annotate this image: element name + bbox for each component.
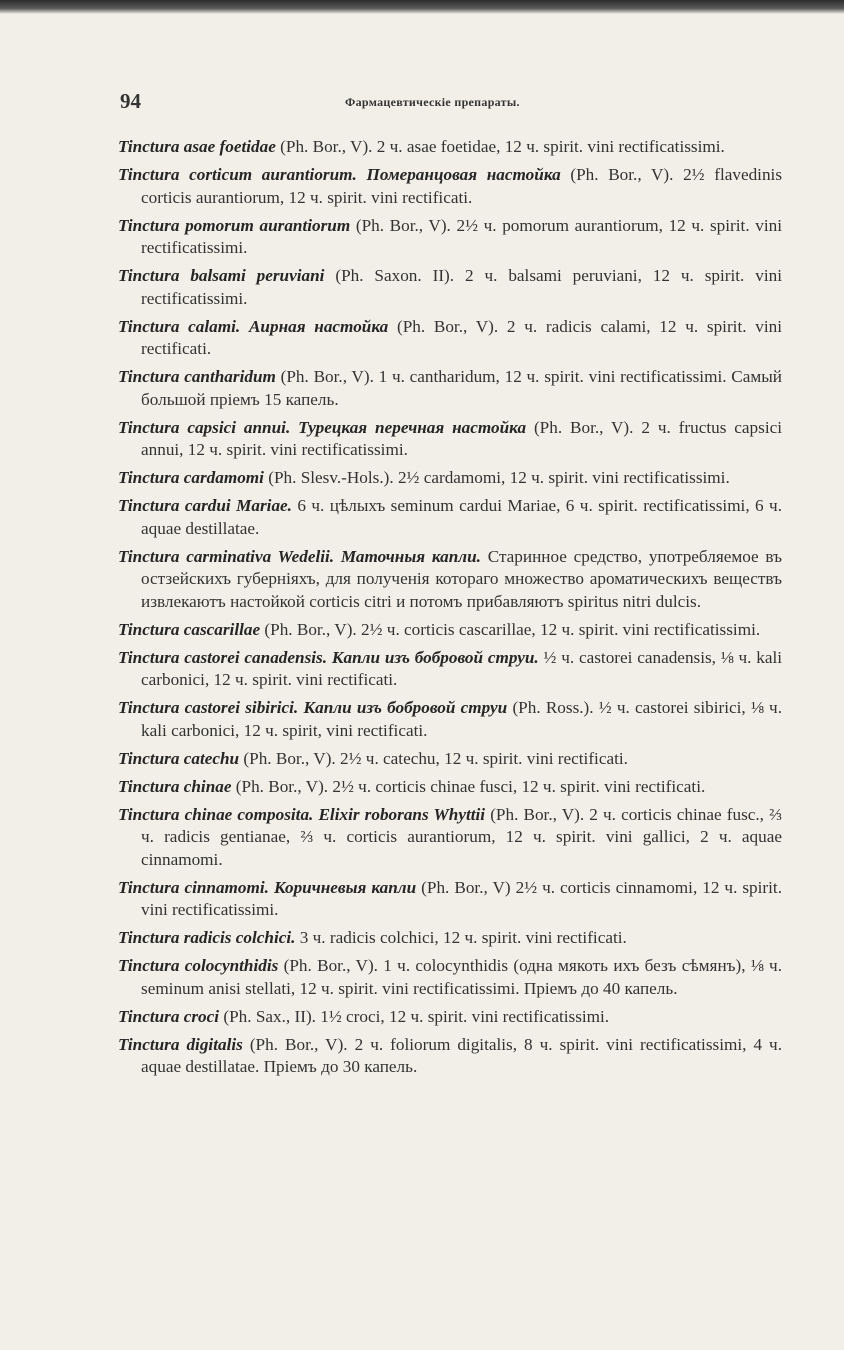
entry-text: (Ph. Bor., V). 1 ч. colocynthidis (одна мякоть ихъ безъ сѣмянъ), ⅛ ч. seminum anisi stellati, 12 ч. spirit. vini rectificatissimi. Прiемъ до 40 капель.	[141, 956, 782, 998]
entry	[118, 417, 782, 462]
entry	[118, 697, 782, 742]
entry	[118, 316, 782, 361]
entry-text: (Ph. Bor., V). 2 ч. foliorum digitalis, 8 ч. spirit. vini rectificatissimi, 4 ч. aquae destillatae. Прiемъ до 30 капель.	[141, 1034, 782, 1076]
entry-text: 6 ч. цѣлыхъ seminum cardui Mariae, 6 ч. spirit. rectificatissimi, 6 ч. aquae destillatae.	[141, 496, 782, 538]
entry-russian-name: Турецкая перечная настойка	[290, 417, 527, 437]
entry-text: 3 ч. radicis colchici, 12 ч. spirit. vini rectificati.	[295, 928, 627, 947]
entry-text: (Ph. Bor., V). 2½ ч. corticis cascarillae, 12 ч. spirit. vini rectificatissimi.	[260, 619, 761, 639]
entry-list	[118, 136, 782, 1084]
entry-text: (Ph. Bor., V). 1 ч. cantharidum, 12 ч. spirit. vini rectificatissimi. Самый большой прiемъ 15 капель.	[141, 367, 782, 409]
entry-text: (Ph. Slesv.-Hols.). 2½ cardamomi, 12 ч. spirit. vini rectificatissimi.	[263, 468, 730, 487]
entry-latin-name: Tinctura catechu	[118, 748, 240, 768]
page-number: 94	[120, 89, 141, 113]
entry-latin-name: Tinctura corticum aurantiorum.	[118, 165, 357, 184]
entry-russian-name: Капли изъ бобровой струи	[298, 698, 508, 717]
entry-text: (Ph. Ross.). ½ ч. castorei sibirici, ⅛ ч. kali carbonici, 12 ч. spirit, vini rectificati.	[141, 698, 782, 740]
entry	[118, 495, 782, 540]
entry	[118, 955, 782, 1000]
entry-latin-name: Tinctura castorei sibirici.	[118, 698, 299, 717]
entry-latin-name: Tinctura carminativa Wedelii.	[118, 546, 335, 566]
entry	[118, 804, 782, 872]
entry	[118, 1034, 782, 1079]
entry-latin-name: Tinctura croci	[118, 1006, 220, 1026]
entry	[118, 748, 782, 771]
entry-latin-name: Tinctura asae foetidae	[118, 137, 276, 156]
entry-latin-name: Tinctura cascarillae	[118, 619, 261, 639]
entry-text: (Ph. Bor., V). 2 ч. fructus capsici annui, 12 ч. spirit. vini rectificatissimi.	[141, 417, 782, 459]
running-title: Фармацевтическiе препараты.	[345, 95, 520, 109]
scan-edge	[0, 0, 844, 14]
entry	[118, 136, 782, 159]
entry	[118, 1006, 782, 1029]
entry-latin-name: Tinctura cardamomi	[118, 468, 264, 487]
entry	[118, 265, 782, 310]
entry-russian-name: Померанцовая настойка	[356, 165, 561, 184]
entry	[118, 215, 782, 260]
entry-latin-name: Tinctura chinae composita. Elixir roborans Whyttii	[118, 804, 486, 824]
entry	[118, 619, 782, 642]
entry	[118, 546, 782, 614]
entry-russian-name: Коричневыя капли	[268, 877, 417, 897]
entry-text: (Ph. Bor., V) 2½ ч. corticis cinnamomi, 12 ч. spirit. vini rectificatissimi.	[141, 877, 782, 919]
entry-text: (Ph. Bor., V). 2½ ч. catechu, 12 ч. spirit. vini rectificati.	[239, 748, 628, 768]
entry	[118, 467, 782, 490]
entry-latin-name: Tinctura cinnamomi.	[118, 877, 269, 897]
entry	[118, 927, 782, 950]
page-header	[120, 89, 780, 119]
entry	[118, 164, 782, 209]
entry-text: (Ph. Bor., V). 2 ч. corticis chinae fusc., ⅔ ч. radicis gentianae, ⅔ ч. corticis aurantiorum, 12 ч. spirit. vini gallici, 2 ч. aquae cinnamomi.	[141, 804, 782, 869]
entry-latin-name: Tinctura cantharidum	[118, 367, 276, 386]
entry-russian-name: Аирная настойка	[240, 316, 389, 336]
entry-latin-name: Tinctura cardui Mariae.	[118, 496, 292, 515]
entry	[118, 877, 782, 922]
entry	[118, 776, 782, 799]
entry-latin-name: Tinctura pomorum aurantiorum	[118, 215, 351, 235]
entry-latin-name: Tinctura castorei canadensis.	[118, 647, 328, 667]
entry-russian-name: Маточныя капли.	[334, 546, 481, 566]
entry-text: (Ph. Bor., V). 2½ ч. corticis chinae fusci, 12 ч. spirit. vini rectificati.	[231, 776, 706, 796]
entry-text: ½ ч. castorei canadensis, ⅛ ч. kali carbonici, 12 ч. spirit. vini rectificati.	[141, 647, 783, 689]
entry-text: Старинное средство, употребляемое въ остзейскихъ губернiяхъ, для полученiя котораго множество ароматическихъ веществъ извлекаютъ настойкой corticis citri и потомъ прибавляютъ spiritus nitri dulcis.	[141, 546, 782, 611]
entry-text: (Ph. Bor., V). 2½ ч. pomorum aurantiorum, 12 ч. spirit. vini rectificatissimi.	[141, 215, 782, 257]
entry	[118, 366, 782, 411]
entry-latin-name: Tinctura chinae	[118, 776, 232, 796]
entry-latin-name: Tinctura calami.	[118, 316, 241, 336]
entry-text: (Ph. Sax., II). 1½ croci, 12 ч. spirit. vini rectificatissimi.	[219, 1006, 610, 1026]
entry-russian-name: Капли изъ бобровой струи.	[327, 647, 539, 667]
entry-text: (Ph. Saxon. II). 2 ч. balsami peruviani, 12 ч. spirit. vini rectificatissimi.	[141, 266, 782, 308]
entry-text: (Ph. Bor., V). 2½ flavedinis corticis aurantiorum, 12 ч. spirit. vini rectificati.	[141, 165, 783, 207]
entry-latin-name: Tinctura capsici annui.	[118, 417, 291, 437]
entry-latin-name: Tinctura balsami peruviani	[118, 266, 325, 285]
entry-latin-name: Tinctura colocynthidis	[118, 956, 279, 975]
entry-latin-name: Tinctura digitalis	[118, 1034, 243, 1054]
entry-text: (Ph. Bor., V). 2 ч. radicis calami, 12 ч. spirit. vini rectificati.	[141, 316, 782, 358]
entry-latin-name: Tinctura radicis colchici.	[118, 928, 296, 947]
entry-text: (Ph. Bor., V). 2 ч. asae foetidae, 12 ч. spirit. vini rectificatissimi.	[275, 137, 725, 156]
entry	[118, 647, 782, 692]
